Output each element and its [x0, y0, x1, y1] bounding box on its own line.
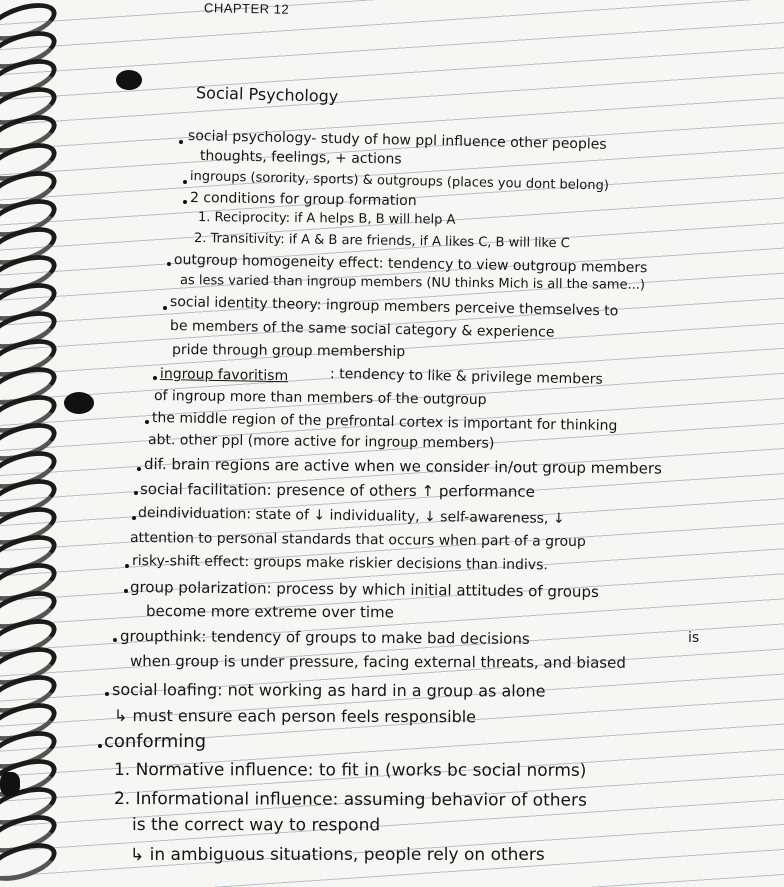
note-term-underlined: ingroup favoritism [159, 366, 289, 385]
note-line: the middle region of the prefrontal cortex is important for thinking [151, 410, 618, 435]
bullet-dot [167, 262, 171, 266]
bullet-dot [183, 180, 187, 184]
note-line: 2. Transitivity: if A & B are friends, if A likes C, B will like C [193, 231, 570, 252]
bullet-dot [105, 692, 109, 696]
note-line: thoughts, feelings, + actions [199, 148, 402, 168]
note-line: attention to personal standards that occurs when part of a group [129, 530, 586, 550]
bullet-dot [134, 491, 138, 495]
bullet-dot [137, 467, 141, 471]
note-line: when group is under pressure, facing external threats, and biased [129, 652, 626, 672]
note-line: social loafing: not working as hard in a group as alone [111, 680, 546, 701]
bullet-dot [163, 306, 167, 310]
bullet-dot [98, 744, 102, 748]
page-title: Social Psychology [195, 83, 339, 106]
note-line: group polarization: process by which initial attitudes of groups [129, 578, 599, 601]
note-line: ↳ in ambiguous situations, people rely on others [130, 845, 545, 865]
punch-hole [0, 772, 20, 796]
insertion-note: is [688, 630, 700, 646]
spiral-binding [0, 0, 70, 887]
note-line: be members of the same social category & experience [169, 318, 555, 341]
note-line: social identity theory: ingroup members perceive themselves to [169, 294, 619, 320]
note-line: 2. Informational influence: assuming behavior of others [113, 789, 587, 811]
bullet-dot [183, 200, 187, 204]
note-line: social psychology- study of how ppl influence other peoples [187, 128, 607, 153]
note-line: deindividuation: state of ↓ individuality, ↓ self-awareness, ↓ [137, 505, 565, 527]
note-line: 1. Normative influence: to fit in (works bc social norms) [113, 760, 587, 781]
note-line: 2 conditions for group formation [189, 190, 417, 210]
chapter-heading: CHAPTER 12 [203, 0, 290, 17]
punch-hole [116, 70, 142, 90]
bullet-dot [113, 638, 117, 642]
note-line: outgroup homogeneity effect: tendency to view outgroup members [173, 252, 648, 277]
note-line: is the correct way to respond [131, 815, 381, 836]
bullet-dot [124, 589, 128, 593]
bullet-dot [125, 564, 129, 568]
bullet-dot [145, 420, 149, 424]
note-line: become more extreme over time [145, 602, 394, 622]
note-line: groupthink: tendency of groups to make bad decisions [119, 627, 530, 648]
note-line: risky-shift effect: groups make riskier decisions than indivs. [131, 553, 548, 574]
punch-hole [64, 392, 94, 414]
bullet-dot [153, 376, 157, 380]
note-line: social facilitation: presence of others ↑ performance [139, 480, 535, 501]
note-line: 1. Reciprocity: if A helps B, B will help A [197, 210, 456, 228]
bullet-dot [132, 516, 136, 520]
note-line: ↳ must ensure each person feels responsible [113, 706, 477, 727]
note-line: dif. brain regions are active when we consider in/out group members [143, 455, 662, 478]
note-line: as less varied than ingroup members (NU thinks Mich is all the same...) [179, 273, 646, 293]
note-heading: conforming [103, 731, 207, 753]
note-line: : tendency to like & privilege members [329, 366, 603, 388]
note-line: pride through group membership [171, 342, 406, 361]
note-line: abt. other ppl (more active for ingroup members) [147, 432, 495, 452]
note-line: ingroups (sorority, sports) & outgroups (places you dont belong) [189, 169, 610, 194]
bullet-dot [179, 140, 183, 144]
note-line: of ingroup more than members of the outgroup [153, 388, 487, 409]
